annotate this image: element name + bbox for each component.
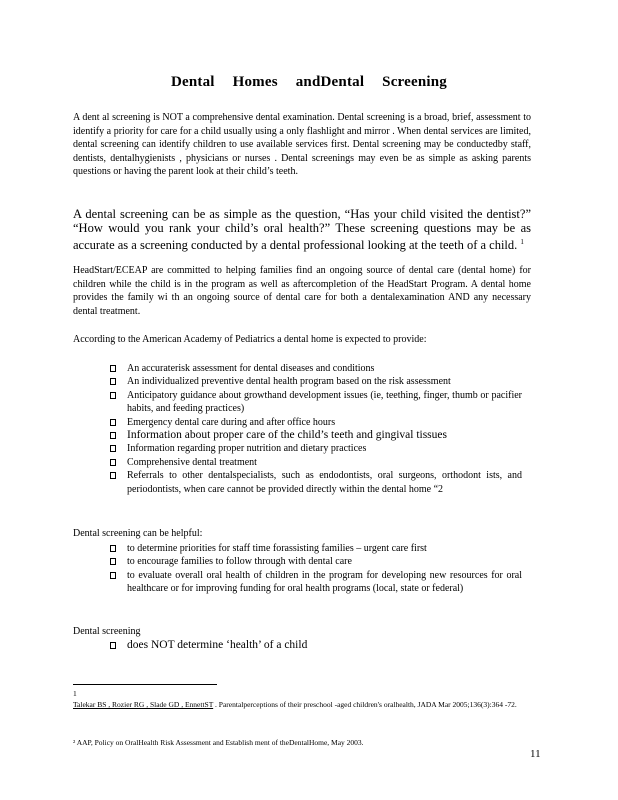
screening-questions-paragraph (73, 207, 531, 252)
list-item: to encourage families to follow through with dental care (110, 555, 522, 568)
bullet-box-icon (110, 365, 116, 372)
bullet-box-icon (110, 445, 116, 452)
limitation-heading: Dental screening (73, 626, 141, 637)
bullet-box-icon (110, 545, 116, 552)
footnote-2: ² AAP, Policy on OralHealth Risk Assessment and Establish ment of theDentalHome, May 2003. (73, 738, 364, 747)
bullet-box-icon (110, 432, 116, 439)
bullet-box-icon (110, 419, 116, 426)
bullet-box-icon (110, 378, 116, 385)
list-item: Anticipatory guidance about growthand development issues (ie, teething, finger, thumb or pacifier habits, and feeding practices) (110, 389, 522, 416)
intro-paragraph: A dent al screening is NOT a comprehensive dental examination. Dental screening is a broad, brief, assessment to identify a priority for care for a child usually using a only flashlight and mirror . When dental services are limited, dental screening can identify children to use available services first. Dental screening may be conductedby staff, dentists, dentalhygienists , physicians or nurses . Dental screenings may even be as simple as asking parents questions or having the parent look at their child’s teeth. (73, 112, 531, 178)
list-item: Referrals to other dentalspecialists, such as endodontists, oral surgeons, orthodont ists, and periodontists, when care cannot be provided directly within the dental home “2 (110, 469, 522, 496)
bullet-box-icon (110, 572, 116, 579)
page-number: 11 (530, 748, 541, 760)
bullet-box-icon (110, 392, 116, 399)
list-item: An individualized preventive dental health program based on the risk assessment (110, 375, 522, 388)
helpful-heading: Dental screening can be helpful: (73, 528, 203, 539)
list-item: Emergency dental care during and after office hours (110, 416, 522, 429)
bullet-box-icon (110, 472, 116, 479)
list-item: to evaluate overall oral health of children in the program for developing new resources for oral healthcare or for improving funding for oral health programs (local, state or federal) (110, 569, 522, 596)
footnote-1 (73, 700, 523, 710)
footnote-ref-1: 1 (520, 238, 524, 246)
helpful-list (110, 542, 522, 596)
limitation-list (110, 639, 522, 652)
list-item: does NOT determine ‘health’ of a child (110, 639, 522, 652)
footnote-1-citation: . Parentalperceptions of their preschool -aged children's oralhealth, JADA Mar 2005;136(3):364 -72. (215, 700, 517, 709)
list-item: Information regarding proper nutrition and dietary practices (110, 442, 522, 455)
footnote-divider (73, 684, 217, 685)
footnote-1-authors: Talekar BS , Rozier RG , Slade GD , EnnettST (73, 700, 214, 709)
headstart-paragraph: HeadStart/ECEAP are committed to helping families find an ongoing source of dental care (dental home) for children while the child is in the program as well as aftercompletion of the HeadStart Program. A dental home provides the family wi th an ongoing source of dental care for both a dentalexamination AND any necessary dental treatment. (73, 265, 531, 317)
screening-questions-text: A dental screening can be as simple as the question, “Has your child visited the dentist?” “How would you rank your child’s oral health?” These screening questions may be as accurate as a screening conducted by a dental professional looking at the teeth of a child. (73, 207, 531, 253)
list-item: An accuraterisk assessment for dental diseases and conditions (110, 362, 522, 375)
page-title: Dental Homes andDental Screening (170, 74, 448, 90)
list-item: Comprehensive dental treatment (110, 456, 522, 469)
list-item: Information about proper care of the child’s teeth and gingival tissues (110, 429, 522, 442)
aap-intro-paragraph: According to the American Academy of Pediatrics a dental home is expected to provide: (73, 334, 427, 345)
bullet-box-icon (110, 558, 116, 565)
dental-home-services-list (110, 362, 522, 496)
bullet-box-icon (110, 642, 116, 649)
footnote-1-number: 1 (73, 689, 77, 698)
bullet-box-icon (110, 459, 116, 466)
list-item: to determine priorities for staff time forassisting families – urgent care first (110, 542, 522, 555)
